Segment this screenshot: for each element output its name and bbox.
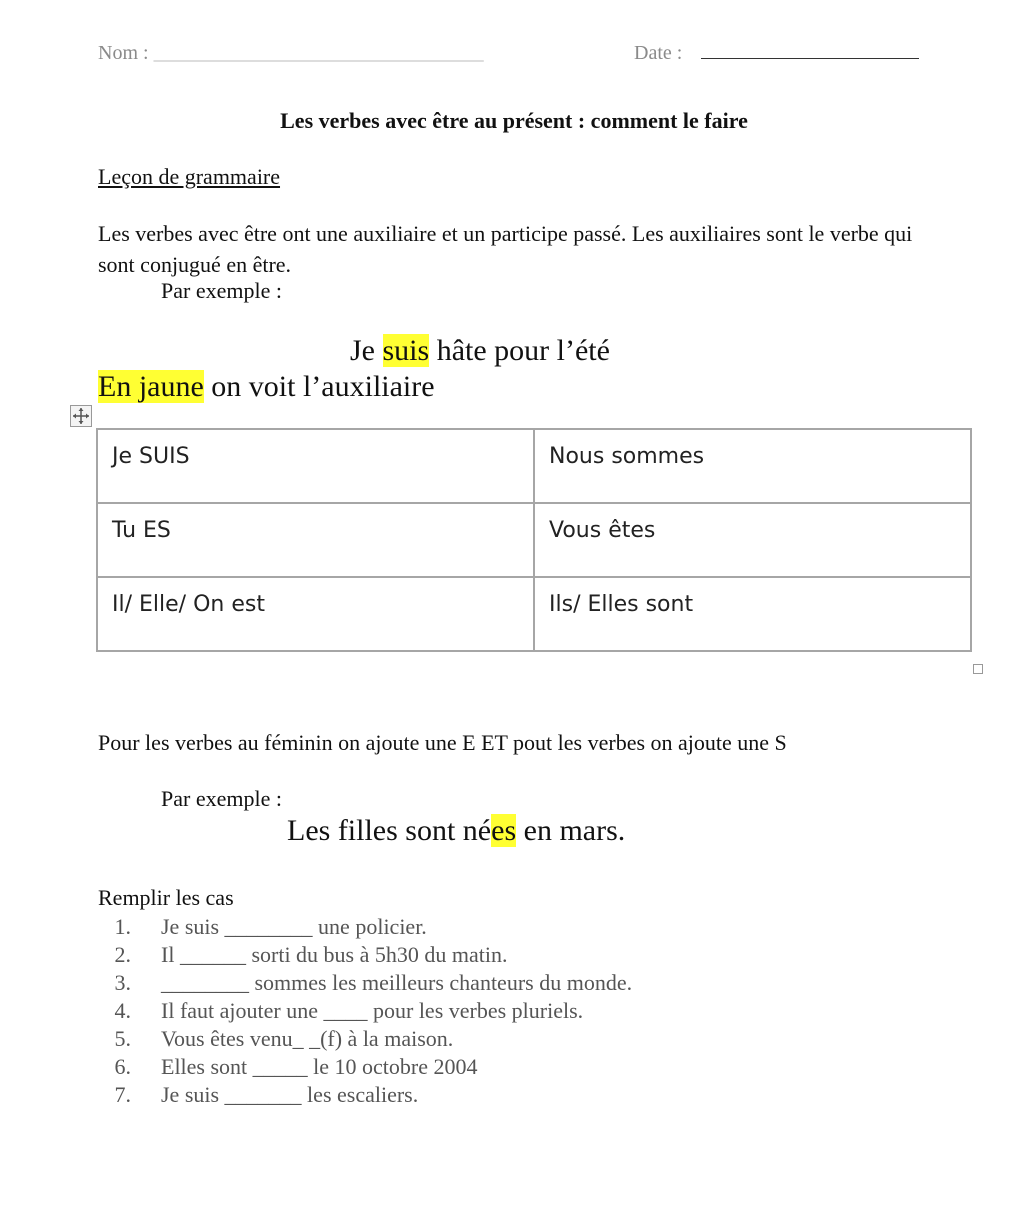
example-label: Par exemple : (161, 278, 282, 303)
example1-highlight: suis (382, 334, 430, 367)
item-number: 2. (114, 942, 131, 967)
item-number: 3. (114, 970, 131, 995)
table-row (97, 429, 971, 503)
date-label: Date : (634, 42, 683, 64)
item-text: Elles sont _____ le 10 octobre 2004 (161, 1054, 478, 1079)
page-title: Les verbes avec être au présent : comment le faire (280, 108, 748, 133)
table-cell: Nous sommes (534, 429, 971, 503)
table-move-icon[interactable] (70, 405, 92, 427)
lesson-heading: Leçon de grammaire (98, 164, 281, 189)
list-item (98, 1025, 632, 1053)
date-field (634, 42, 919, 65)
item-number: 1. (114, 914, 131, 939)
list-item (98, 997, 632, 1025)
example2-post: en mars. (516, 814, 626, 847)
table-cell: Il/ Elle/ On est (97, 577, 534, 651)
item-text: Vous êtes venu_ _(f) à la maison. (161, 1026, 454, 1051)
name-label: Nom : (98, 42, 149, 64)
intro-paragraph: Les verbes avec être ont une auxiliaire et un participe passé. Les auxiliaires sont le verbe qui sont conjugué en être. (98, 221, 913, 277)
date-blank (701, 58, 919, 59)
item-text: Je suis _______ les escaliers. (161, 1082, 419, 1107)
list-item (98, 941, 632, 969)
example2-highlight: es (491, 814, 517, 847)
exercise-list (98, 913, 632, 1109)
legend-rest: on voit l’auxiliaire (203, 370, 435, 403)
example2-label: Par exemple : (161, 786, 282, 811)
list-item (98, 969, 632, 997)
item-text: Il faut ajouter une ____ pour les verbes pluriels. (161, 998, 584, 1023)
item-text: Je suis ________ une policier. (161, 914, 427, 939)
example2-pre: Les filles sont né (287, 814, 492, 847)
table-row (97, 503, 971, 577)
example-sentence-1 (350, 334, 610, 368)
list-item (98, 1081, 632, 1109)
item-number: 5. (114, 1026, 131, 1051)
item-text: Il ______ sorti du bus à 5h30 du matin. (161, 942, 508, 967)
item-number: 6. (114, 1054, 131, 1079)
name-field (98, 42, 484, 65)
table-cell: Ils/ Elles sont (534, 577, 971, 651)
example-sentence-2 (287, 814, 625, 848)
table-cell: Tu ES (97, 503, 534, 577)
exercise-heading: Remplir les cas (98, 885, 234, 910)
table-resize-handle[interactable] (973, 664, 983, 674)
list-item (98, 913, 632, 941)
table-row (97, 577, 971, 651)
legend-sentence (98, 370, 435, 404)
example1-pre: Je (350, 334, 383, 367)
legend-highlight: En jaune (98, 370, 204, 403)
item-text: ________ sommes les meilleurs chanteurs du monde. (161, 970, 633, 995)
example1-post: hâte pour l’été (429, 334, 610, 367)
table-cell: Je SUIS (97, 429, 534, 503)
item-number: 7. (114, 1082, 131, 1107)
conjugation-table (96, 428, 972, 652)
list-item (98, 1053, 632, 1081)
rule-paragraph: Pour les verbes au féminin on ajoute une E ET pout les verbes on ajoute une S (98, 730, 787, 755)
table-cell: Vous êtes (534, 503, 971, 577)
name-blank: _________________________________ (153, 42, 484, 64)
item-number: 4. (114, 998, 131, 1023)
